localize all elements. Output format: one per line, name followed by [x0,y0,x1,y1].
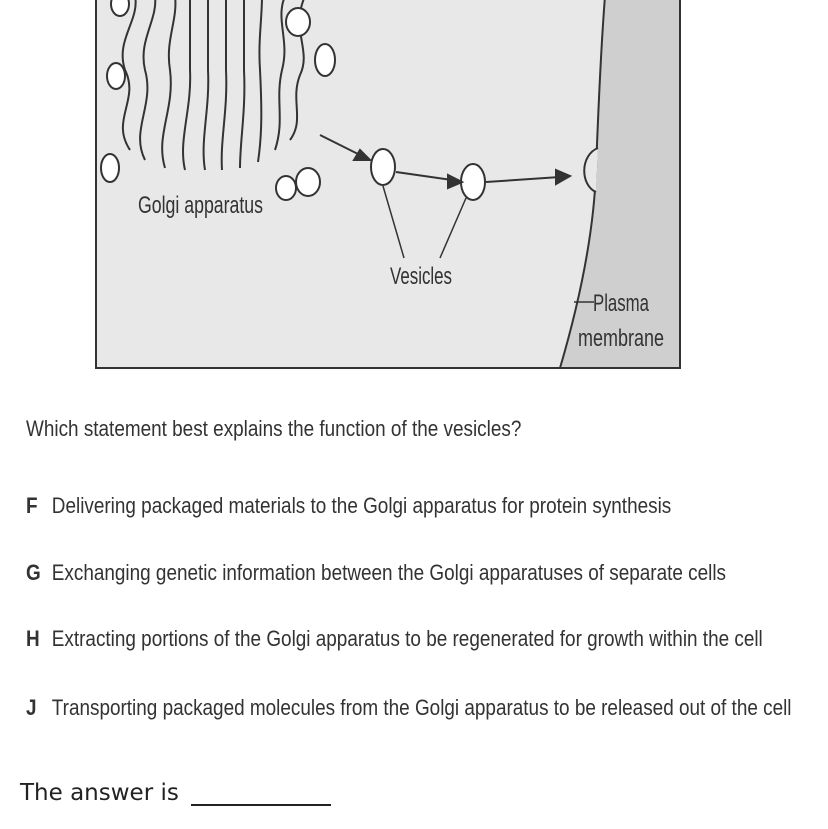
answer-prompt: The answer is [20,780,179,806]
option-text: Delivering packaged materials to the Golgi apparatus for protein synthesis [51,493,672,518]
option-letter: F [26,493,38,518]
option-f[interactable] [26,493,671,519]
option-j[interactable] [26,695,792,721]
option-letter: G [26,560,41,585]
answer-line [20,780,331,806]
question-text: Which statement best explains the function of the vesicles? [26,416,522,441]
golgi-vesicle-diagram [0,0,828,380]
vesicle-1 [371,149,395,185]
answer-blank-input[interactable] [191,780,331,806]
vesicle-2 [461,164,485,200]
plasma-label: Plasma [593,290,650,317]
option-letter: H [26,626,40,651]
option-text: Transporting packaged molecules from the Golgi apparatus to be released out of the cell [51,695,792,720]
golgi-label: Golgi apparatus [138,192,263,219]
option-h[interactable] [26,626,763,652]
option-letter: J [26,695,37,720]
membrane-label: membrane [578,325,664,352]
option-text: Extracting portions of the Golgi apparatus to be regenerated for growth within the cell [51,626,763,651]
option-text: Exchanging genetic information between the Golgi apparatuses of separate cells [51,560,726,585]
vesicles-label: Vesicles [390,263,452,290]
option-g[interactable] [26,560,726,586]
